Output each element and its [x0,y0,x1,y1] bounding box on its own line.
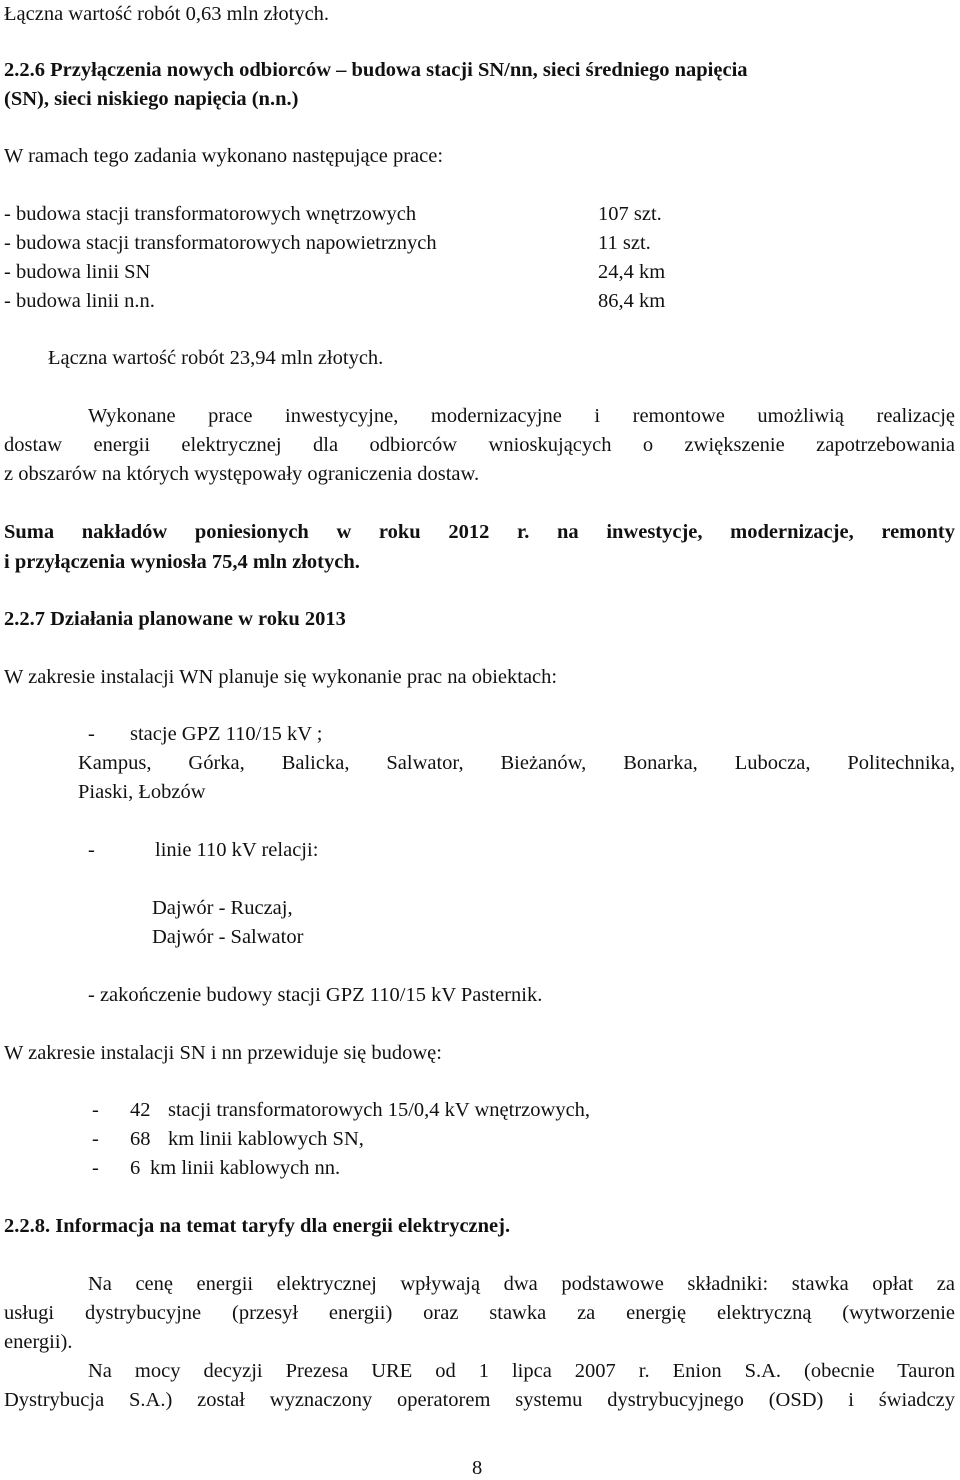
section-2-2-6-total-cost: Łączna wartość robót 23,94 mln złotych. [48,347,384,369]
investments-paragraph-line-1: Wykonane prace inwestycyjne, modernizacyjne i remontowe umożliwią realizację [88,405,955,427]
gpz-label: stacje GPZ 110/15 kV ; [130,723,323,745]
work-item-value: 11 szt. [598,232,651,254]
sn-item-number: 6 [130,1157,141,1179]
section-2-2-6-heading-line-1: 2.2.6 Przyłączenia nowych odbiorców – budowa stacji SN/nn, sieci średniego napięcia [4,59,748,81]
summary-line-1: Suma nakładów poniesionych w roku 2012 r. na inwestycje, modernizacje, remonty [4,521,955,543]
tariff-paragraph-1-line-3: energii). [4,1331,73,1353]
investments-paragraph-line-2: dostaw energii elektrycznej dla odbiorców wnioskujących o zwiększenie zapotrzebowania [4,434,955,456]
tariff-paragraph-1-line-1: Na cenę energii elektrycznej wpływają dwa podstawowe składniki: stawka opłat za [88,1273,955,1295]
summary-line-2: i przyłączenia wyniosła 75,4 mln złotych. [4,551,360,573]
gpz-dash: - [88,723,95,745]
tariff-paragraph-1-line-2: usługi dystrybucyjne (przesył energii) oraz stawka za energię elektryczną (wytworzenie [4,1302,955,1324]
sn-item-text: stacji transformatorowych 15/0,4 kV wnętrzowych, [168,1099,591,1121]
tariff-paragraph-2-line-1: Na mocy decyzji Prezesa URE od 1 lipca 2007 r. Enion S.A. (obecnie Tauron [88,1360,955,1382]
section-2-2-8-heading: 2.2.8. Informacja na temat taryfy dla energii elektrycznej. [4,1215,511,1237]
investments-paragraph-line-3: z obszarów na których występowały ograniczenia dostaw. [4,463,480,485]
lines-dash: - [88,839,95,861]
wn-intro: W zakresie instalacji WN planuje się wykonanie prac na obiektach: [4,666,558,688]
sn-item-number: 68 [130,1128,151,1150]
relation-line-1: Dajwór - Ruczaj, [152,897,293,919]
lines-label: linie 110 kV relacji: [155,839,319,861]
relation-line-2: Dajwór - Salwator [152,926,304,948]
top-total-cost: Łączna wartość robót 0,63 mln złotych. [4,3,330,25]
work-item-label: - budowa linii SN [4,261,151,283]
gpz-completion: - zakończenie budowy stacji GPZ 110/15 kV Pasternik. [88,984,543,1006]
work-item-label: - budowa stacji transformatorowych napowietrznych [4,232,437,254]
work-item-label: - budowa linii n.n. [4,290,155,312]
section-2-2-6-intro: W ramach tego zadania wykonano następujące prace: [4,145,444,167]
tariff-paragraph-2-line-2: Dystrybucja S.A.) został wyznaczony operatorem systemu dystrybucyjnego (OSD) i świadczy [4,1389,955,1411]
work-item-value: 24,4 km [598,261,666,283]
section-2-2-6-heading-line-2: (SN), sieci niskiego napięcia (n.n.) [4,88,299,110]
page-number: 8 [472,1457,483,1479]
gpz-list-line-1: Kampus, Górka, Balicka, Salwator, Bieżanów, Bonarka, Lubocza, Politechnika, [78,752,955,774]
section-2-2-7-heading: 2.2.7 Działania planowane w roku 2013 [4,608,346,630]
sn-item-dash: - [92,1099,99,1121]
gpz-list-line-2: Piaski, Łobzów [78,781,206,803]
sn-item-dash: - [92,1128,99,1150]
sn-intro: W zakresie instalacji SN i nn przewiduje się budowę: [4,1042,442,1064]
work-item-value: 86,4 km [598,290,666,312]
work-item-label: - budowa stacji transformatorowych wnętrzowych [4,203,417,225]
sn-item-text: km linii kablowych nn. [150,1157,341,1179]
sn-item-text: km linii kablowych SN, [168,1128,364,1150]
work-item-value: 107 szt. [598,203,662,225]
sn-item-dash: - [92,1157,99,1179]
sn-item-number: 42 [130,1099,151,1121]
